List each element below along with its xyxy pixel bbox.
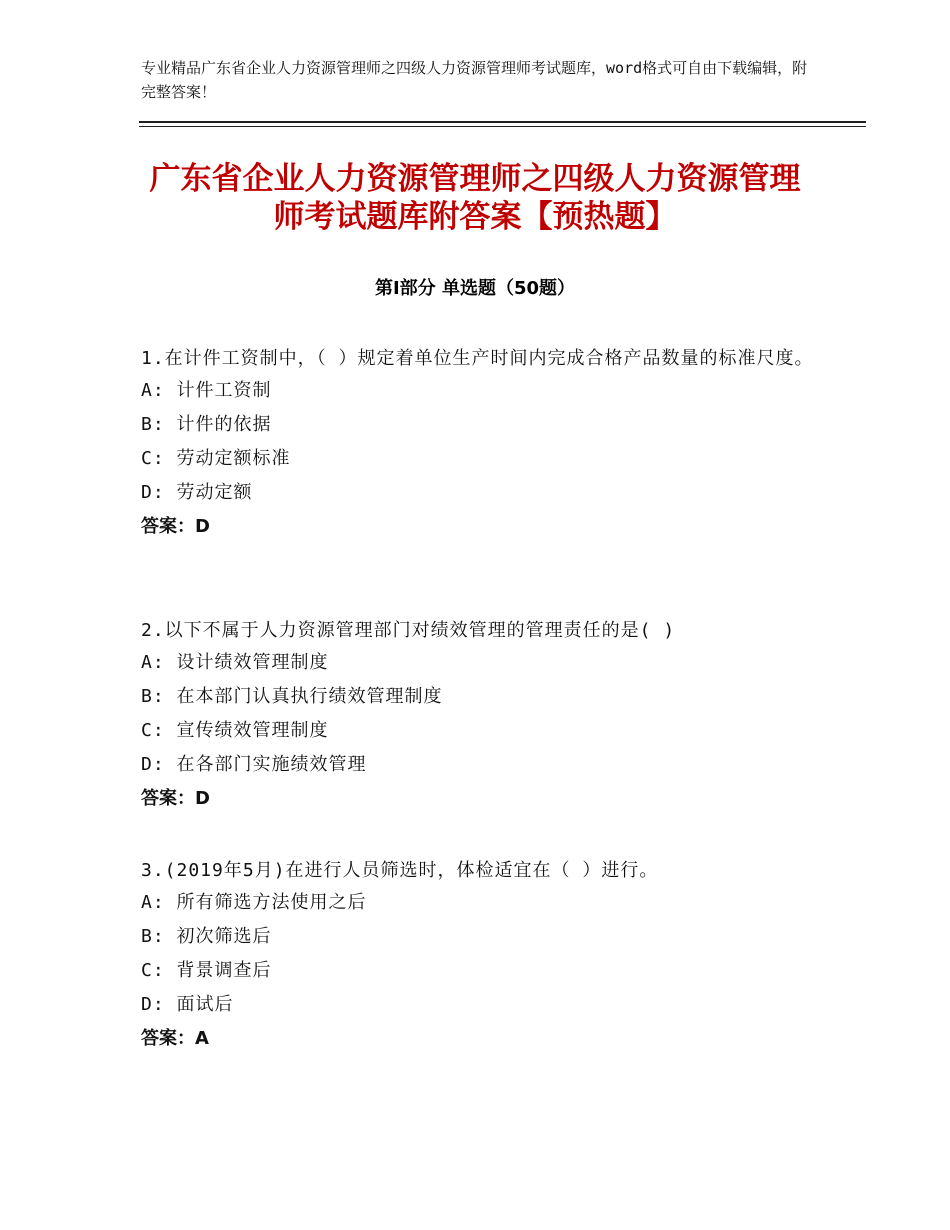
header-divider xyxy=(139,121,866,127)
option-d: D: 面试后 xyxy=(141,994,234,1015)
option-a: A: 计件工资制 xyxy=(141,380,272,401)
option-b: B: 在本部门认真执行绩效管理制度 xyxy=(141,686,443,707)
question-block xyxy=(141,343,821,544)
question-stem: 2.以下不属于人力资源管理部门对绩效管理的管理责任的是( ) xyxy=(141,620,676,641)
document-title: 广东省企业人力资源管理师之四级人力资源管理师考试题库附答案【预热题】 xyxy=(149,161,801,235)
question-stem: 3.(2019年5月)在进行人员筛选时，体检适宜在（ ）进行。 xyxy=(141,860,659,881)
header-note: 专业精品广东省企业人力资源管理师之四级人力资源管理师考试题库，word格式可自由下载编辑，附完整答案！ xyxy=(141,59,808,101)
question-block xyxy=(141,855,821,1056)
answer-line: 答案：D xyxy=(141,516,210,537)
question-block xyxy=(141,615,821,816)
answer-line: 答案：D xyxy=(141,788,210,809)
option-a: A: 设计绩效管理制度 xyxy=(141,652,329,673)
option-d: D: 劳动定额 xyxy=(141,482,253,503)
option-d: D: 在各部门实施绩效管理 xyxy=(141,754,367,775)
option-c: C: 宣传绩效管理制度 xyxy=(141,720,329,741)
section-heading: 第Ⅰ部分 单选题（50题） xyxy=(374,278,575,299)
question-stem: 1.在计件工资制中，（ ）规定着单位生产时间内完成合格产品数量的标准尺度。 xyxy=(141,348,814,369)
option-a: A: 所有筛选方法使用之后 xyxy=(141,892,367,913)
answer-line: 答案：A xyxy=(141,1028,209,1049)
option-b: B: 初次筛选后 xyxy=(141,926,272,947)
option-c: C: 背景调查后 xyxy=(141,960,272,981)
option-c: C: 劳动定额标准 xyxy=(141,448,291,469)
option-b: B: 计件的依据 xyxy=(141,414,272,435)
